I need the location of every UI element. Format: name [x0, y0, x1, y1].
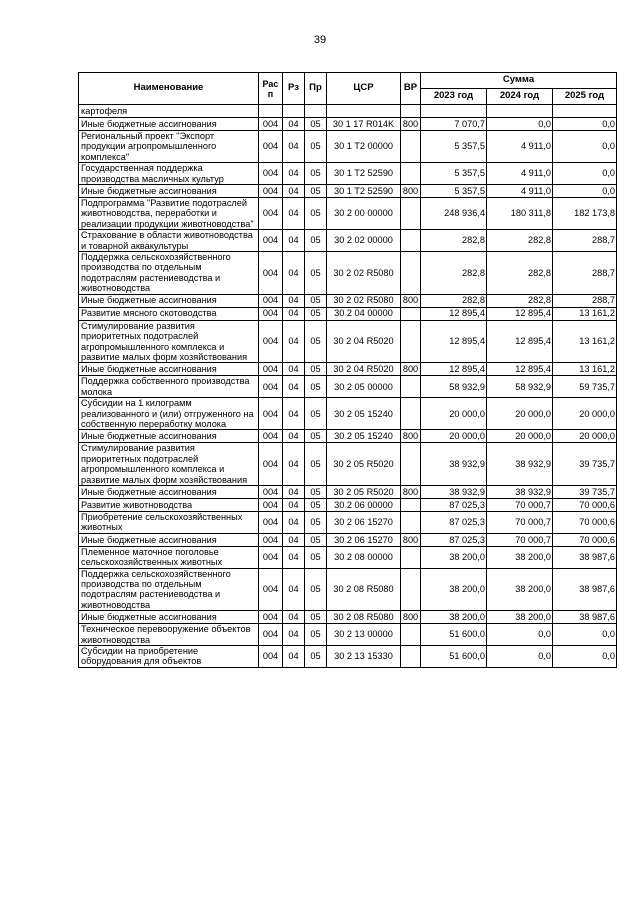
cell-csr: 30 2 06 00000: [327, 498, 401, 511]
cell-csr: 30 2 05 15240: [327, 430, 401, 443]
cell-pr: 05: [305, 230, 327, 252]
cell-name: Приобретение сельскохозяйственных животных: [79, 511, 259, 533]
cell-rz: 04: [283, 198, 305, 230]
cell-rz: 04: [283, 307, 305, 320]
cell-name: Подпрограмма "Развитие подотраслей животноводства, переработки и реализации продукции животноводства": [79, 198, 259, 230]
cell-rz: 04: [283, 294, 305, 307]
cell-sum-2024: 180 311,8: [487, 198, 553, 230]
cell-sum-2025: 59 735,7: [553, 376, 617, 398]
cell-sum-2023: 38 932,9: [421, 443, 487, 486]
table-row: [79, 198, 617, 230]
cell-vr: [401, 163, 421, 185]
table-row: [79, 546, 617, 568]
cell-sum-2023: 282,8: [421, 252, 487, 295]
cell-rasp: 004: [259, 198, 283, 230]
cell-name: Субсидии на 1 килограмм реализованного и (или) отгруженного на собственную переработку молока: [79, 398, 259, 430]
cell-name: Иные бюджетные ассигнования: [79, 430, 259, 443]
cell-rz: 04: [283, 363, 305, 376]
header-2023: 2023 год: [421, 89, 487, 105]
cell-csr: 30 1 T2 52590: [327, 185, 401, 198]
cell-sum-2024: 70 000,7: [487, 498, 553, 511]
cell-sum-2024: 0,0: [487, 624, 553, 646]
cell-sum-2024: 282,8: [487, 230, 553, 252]
cell-sum-2025: 70 000,6: [553, 533, 617, 546]
cell-name: Иные бюджетные ассигнования: [79, 485, 259, 498]
cell-vr: [401, 398, 421, 430]
cell-sum-2023: 51 600,0: [421, 646, 487, 668]
cell-rasp: 004: [259, 624, 283, 646]
table-row: [79, 105, 617, 118]
header-ras: Рас п: [259, 73, 283, 105]
cell-sum-2024: 58 932,9: [487, 376, 553, 398]
cell-rasp: 004: [259, 443, 283, 486]
table-row: [79, 252, 617, 295]
cell-vr: [401, 624, 421, 646]
cell-rz: 04: [283, 646, 305, 668]
cell-name: картофеля: [79, 105, 259, 118]
cell-vr: 800: [401, 185, 421, 198]
cell-rasp: 004: [259, 294, 283, 307]
cell-rasp: 004: [259, 307, 283, 320]
table-row: [79, 118, 617, 131]
cell-rasp: 004: [259, 252, 283, 295]
cell-rasp: 004: [259, 320, 283, 363]
cell-rz: 04: [283, 252, 305, 295]
table-row: [79, 163, 617, 185]
cell-pr: 05: [305, 198, 327, 230]
cell-vr: 800: [401, 294, 421, 307]
table-row: [79, 611, 617, 624]
cell-sum-2024: 12 895,4: [487, 363, 553, 376]
cell-vr: 800: [401, 485, 421, 498]
header-csr: ЦСР: [327, 73, 401, 105]
cell-sum-2024: 38 200,0: [487, 568, 553, 611]
cell-sum-2023: 12 895,4: [421, 307, 487, 320]
cell-name: Развитие животноводства: [79, 498, 259, 511]
cell-vr: [401, 198, 421, 230]
cell-sum-2025: 13 161,2: [553, 363, 617, 376]
cell-sum-2023: 12 895,4: [421, 363, 487, 376]
cell-name: Племенное маточное поголовье сельскохозяйственных животных: [79, 546, 259, 568]
cell-sum-2025: [553, 105, 617, 118]
cell-csr: [327, 105, 401, 118]
cell-name: Поддержка собственного производства молока: [79, 376, 259, 398]
cell-rz: 04: [283, 118, 305, 131]
cell-csr: 30 2 08 R5080: [327, 568, 401, 611]
cell-sum-2024: 20 000,0: [487, 430, 553, 443]
cell-csr: 30 2 08 R5080: [327, 611, 401, 624]
cell-rz: 04: [283, 546, 305, 568]
cell-rz: 04: [283, 498, 305, 511]
cell-pr: 05: [305, 320, 327, 363]
cell-name: Иные бюджетные ассигнования: [79, 363, 259, 376]
cell-csr: 30 1 T2 52590: [327, 163, 401, 185]
cell-sum-2024: 70 000,7: [487, 533, 553, 546]
cell-sum-2025: 0,0: [553, 118, 617, 131]
cell-sum-2023: 282,8: [421, 230, 487, 252]
cell-sum-2024: 12 895,4: [487, 320, 553, 363]
cell-rasp: 004: [259, 546, 283, 568]
cell-csr: 30 2 05 00000: [327, 376, 401, 398]
cell-sum-2024: 0,0: [487, 646, 553, 668]
cell-rasp: 004: [259, 131, 283, 163]
cell-pr: 05: [305, 624, 327, 646]
cell-sum-2025: 39 735,7: [553, 485, 617, 498]
cell-rz: 04: [283, 163, 305, 185]
cell-sum-2023: 248 936,4: [421, 198, 487, 230]
cell-sum-2023: 38 200,0: [421, 568, 487, 611]
cell-csr: 30 2 13 15330: [327, 646, 401, 668]
cell-vr: [401, 230, 421, 252]
cell-pr: 05: [305, 252, 327, 295]
cell-vr: [401, 546, 421, 568]
cell-rasp: 004: [259, 430, 283, 443]
cell-rasp: 004: [259, 533, 283, 546]
cell-name: Стимулирование развития приоритетных подотраслей агропромышленного комплекса и развитие малых форм хозяйствования: [79, 320, 259, 363]
cell-name: Иные бюджетные ассигнования: [79, 294, 259, 307]
cell-rasp: 004: [259, 498, 283, 511]
cell-sum-2023: 5 357,5: [421, 163, 487, 185]
cell-pr: 05: [305, 363, 327, 376]
cell-csr: 30 2 04 00000: [327, 307, 401, 320]
cell-vr: 800: [401, 533, 421, 546]
cell-rz: 04: [283, 485, 305, 498]
cell-sum-2023: 87 025,3: [421, 511, 487, 533]
cell-sum-2025: 0,0: [553, 185, 617, 198]
cell-rz: 04: [283, 568, 305, 611]
cell-pr: 05: [305, 485, 327, 498]
cell-sum-2024: 12 895,4: [487, 307, 553, 320]
cell-csr: 30 2 13 00000: [327, 624, 401, 646]
cell-sum-2024: 4 911,0: [487, 131, 553, 163]
cell-pr: 05: [305, 163, 327, 185]
cell-sum-2025: 70 000,6: [553, 498, 617, 511]
cell-pr: 05: [305, 511, 327, 533]
cell-sum-2025: 0,0: [553, 624, 617, 646]
cell-sum-2025: 20 000,0: [553, 430, 617, 443]
cell-csr: 30 2 04 R5020: [327, 320, 401, 363]
cell-sum-2023: 87 025,3: [421, 533, 487, 546]
header-vr: ВР: [401, 73, 421, 105]
cell-csr: 30 2 02 R5080: [327, 294, 401, 307]
cell-pr: 05: [305, 118, 327, 131]
cell-sum-2025: 182 173,8: [553, 198, 617, 230]
cell-name: Иные бюджетные ассигнования: [79, 533, 259, 546]
cell-sum-2023: 282,8: [421, 294, 487, 307]
cell-sum-2023: 51 600,0: [421, 624, 487, 646]
cell-vr: [401, 376, 421, 398]
table-row: [79, 624, 617, 646]
cell-pr: 05: [305, 307, 327, 320]
cell-name: Иные бюджетные ассигнования: [79, 185, 259, 198]
cell-sum-2024: 4 911,0: [487, 185, 553, 198]
cell-sum-2023: 58 932,9: [421, 376, 487, 398]
cell-rz: 04: [283, 131, 305, 163]
cell-csr: 30 2 05 15240: [327, 398, 401, 430]
cell-vr: [401, 646, 421, 668]
table-row: [79, 131, 617, 163]
cell-pr: 05: [305, 398, 327, 430]
cell-rasp: 004: [259, 511, 283, 533]
header-name: Наименование: [79, 73, 259, 105]
cell-sum-2024: 38 932,9: [487, 485, 553, 498]
cell-vr: 800: [401, 118, 421, 131]
cell-sum-2025: 0,0: [553, 163, 617, 185]
cell-rasp: 004: [259, 230, 283, 252]
table-row: [79, 443, 617, 486]
table-row: [79, 568, 617, 611]
cell-sum-2025: 13 161,2: [553, 307, 617, 320]
cell-sum-2023: 5 357,5: [421, 185, 487, 198]
cell-sum-2025: 13 161,2: [553, 320, 617, 363]
cell-rz: [283, 105, 305, 118]
cell-pr: 05: [305, 430, 327, 443]
cell-sum-2024: 4 911,0: [487, 163, 553, 185]
cell-sum-2023: 5 357,5: [421, 131, 487, 163]
cell-sum-2025: 288,7: [553, 252, 617, 295]
cell-rasp: 004: [259, 568, 283, 611]
cell-rasp: [259, 105, 283, 118]
cell-csr: 30 2 02 00000: [327, 230, 401, 252]
table-row: [79, 363, 617, 376]
cell-vr: [401, 498, 421, 511]
cell-name: Иные бюджетные ассигнования: [79, 118, 259, 131]
cell-vr: [401, 443, 421, 486]
table-row: [79, 185, 617, 198]
cell-sum-2024: 38 200,0: [487, 611, 553, 624]
cell-vr: [401, 131, 421, 163]
cell-sum-2024: 38 932,9: [487, 443, 553, 486]
cell-name: Поддержка сельскохозяйственного производства по отдельным подотраслям растениеводства и животноводства: [79, 568, 259, 611]
table-row: [79, 430, 617, 443]
table-row: [79, 376, 617, 398]
cell-sum-2023: 38 932,9: [421, 485, 487, 498]
cell-vr: 800: [401, 430, 421, 443]
cell-pr: 05: [305, 498, 327, 511]
cell-name: Субсидии на приобретение оборудования для объектов: [79, 646, 259, 668]
cell-rz: 04: [283, 533, 305, 546]
cell-sum-2025: 0,0: [553, 131, 617, 163]
header-pr: Пр: [305, 73, 327, 105]
cell-sum-2025: 288,7: [553, 230, 617, 252]
cell-sum-2023: [421, 105, 487, 118]
cell-rz: 04: [283, 611, 305, 624]
cell-sum-2023: 38 200,0: [421, 611, 487, 624]
cell-sum-2025: 20 000,0: [553, 398, 617, 430]
cell-rz: 04: [283, 624, 305, 646]
table-row: [79, 498, 617, 511]
cell-rasp: 004: [259, 185, 283, 198]
cell-rz: 04: [283, 398, 305, 430]
cell-vr: [401, 568, 421, 611]
table-row: [79, 230, 617, 252]
cell-sum-2025: 38 987,6: [553, 568, 617, 611]
cell-rasp: 004: [259, 163, 283, 185]
cell-sum-2025: 39 735,7: [553, 443, 617, 486]
header-2025: 2025 год: [553, 89, 617, 105]
cell-pr: [305, 105, 327, 118]
cell-name: Иные бюджетные ассигнования: [79, 611, 259, 624]
cell-sum-2024: 282,8: [487, 252, 553, 295]
table-row: [79, 398, 617, 430]
table-row: [79, 646, 617, 668]
table-row: [79, 533, 617, 546]
cell-name: Развитие мясного скотоводства: [79, 307, 259, 320]
table-row: [79, 307, 617, 320]
cell-sum-2023: 38 200,0: [421, 546, 487, 568]
table-row: [79, 294, 617, 307]
cell-pr: 05: [305, 646, 327, 668]
cell-sum-2025: 38 987,6: [553, 546, 617, 568]
cell-vr: [401, 105, 421, 118]
cell-csr: 30 2 02 R5080: [327, 252, 401, 295]
cell-name: Региональный проект "Экспорт продукции агропромышленного комплекса": [79, 131, 259, 163]
cell-pr: 05: [305, 131, 327, 163]
header-rz: Рз: [283, 73, 305, 105]
cell-rz: 04: [283, 185, 305, 198]
cell-vr: [401, 307, 421, 320]
cell-name: Поддержка сельскохозяйственного производства по отдельным подотраслям растениеводства и животноводства: [79, 252, 259, 295]
cell-csr: 30 2 05 R5020: [327, 443, 401, 486]
cell-sum-2025: 38 987,6: [553, 611, 617, 624]
cell-rasp: 004: [259, 398, 283, 430]
cell-rasp: 004: [259, 646, 283, 668]
cell-rasp: 004: [259, 363, 283, 376]
cell-name: Стимулирование развития приоритетных подотраслей агропромышленного комплекса и развитие малых форм хозяйствования: [79, 443, 259, 486]
cell-rasp: 004: [259, 376, 283, 398]
cell-sum-2024: 0,0: [487, 118, 553, 131]
page-number: 39: [313, 34, 327, 46]
cell-rz: 04: [283, 320, 305, 363]
cell-pr: 05: [305, 546, 327, 568]
cell-pr: 05: [305, 294, 327, 307]
cell-sum-2023: 87 025,3: [421, 498, 487, 511]
cell-sum-2023: 7 070,7: [421, 118, 487, 131]
cell-rz: 04: [283, 511, 305, 533]
cell-vr: [401, 511, 421, 533]
cell-sum-2024: 282,8: [487, 294, 553, 307]
cell-sum-2023: 20 000,0: [421, 430, 487, 443]
cell-csr: 30 2 08 00000: [327, 546, 401, 568]
cell-rasp: 004: [259, 485, 283, 498]
cell-sum-2024: 38 200,0: [487, 546, 553, 568]
cell-rz: 04: [283, 430, 305, 443]
cell-sum-2024: [487, 105, 553, 118]
cell-pr: 05: [305, 185, 327, 198]
cell-sum-2025: 288,7: [553, 294, 617, 307]
cell-sum-2023: 20 000,0: [421, 398, 487, 430]
cell-vr: 800: [401, 363, 421, 376]
cell-csr: 30 2 06 15270: [327, 511, 401, 533]
cell-pr: 05: [305, 611, 327, 624]
cell-pr: 05: [305, 568, 327, 611]
cell-csr: 30 2 06 15270: [327, 533, 401, 546]
cell-name: Государственная поддержка производства масличных культур: [79, 163, 259, 185]
cell-sum-2023: 12 895,4: [421, 320, 487, 363]
cell-pr: 05: [305, 376, 327, 398]
table-row: [79, 511, 617, 533]
cell-csr: 30 2 04 R5020: [327, 363, 401, 376]
cell-sum-2024: 70 000,7: [487, 511, 553, 533]
cell-sum-2025: 0,0: [553, 646, 617, 668]
cell-rz: 04: [283, 443, 305, 486]
cell-csr: 30 1 T2 00000: [327, 131, 401, 163]
cell-rasp: 004: [259, 611, 283, 624]
cell-rz: 04: [283, 376, 305, 398]
cell-csr: 30 2 05 R5020: [327, 485, 401, 498]
table-row: [79, 320, 617, 363]
cell-rasp: 004: [259, 118, 283, 131]
cell-vr: [401, 320, 421, 363]
cell-name: Страхование в области животноводства и товарной аквакультуры: [79, 230, 259, 252]
cell-pr: 05: [305, 443, 327, 486]
cell-pr: 05: [305, 533, 327, 546]
header-sum: Сумма: [421, 73, 617, 89]
cell-vr: 800: [401, 611, 421, 624]
cell-csr: 30 1 17 R014K: [327, 118, 401, 131]
table-row: [79, 485, 617, 498]
cell-sum-2025: 70 000,6: [553, 511, 617, 533]
header-2024: 2024 год: [487, 89, 553, 105]
cell-vr: [401, 252, 421, 295]
budget-table: [78, 72, 617, 668]
cell-rz: 04: [283, 230, 305, 252]
cell-sum-2024: 20 000,0: [487, 398, 553, 430]
cell-csr: 30 2 00 00000: [327, 198, 401, 230]
cell-name: Техническое перевооружение объектов животноводства: [79, 624, 259, 646]
